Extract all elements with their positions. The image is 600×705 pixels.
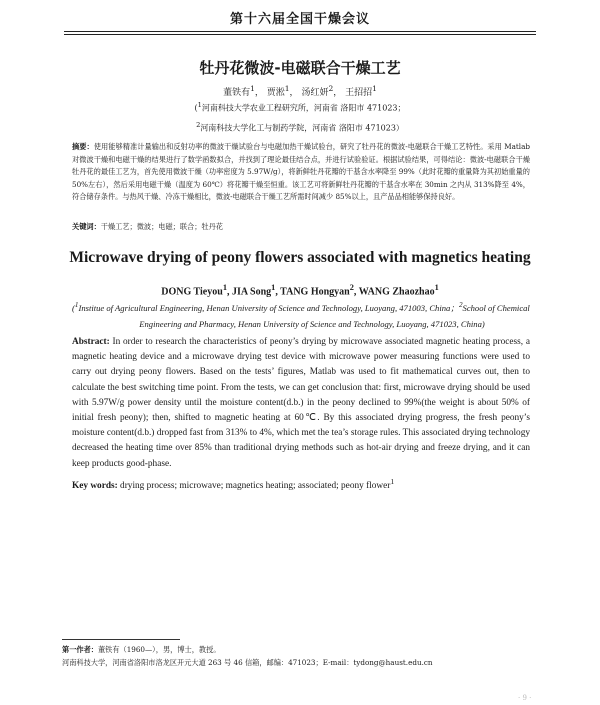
author-name: 贾淞 xyxy=(266,88,285,98)
english-affiliation-1 xyxy=(72,301,532,314)
aff-sup: 1 xyxy=(74,301,79,309)
aff-text: Institue of Agricultural Engineering, Henan University of Science and Technology, Luoyang, 471003, China； xyxy=(78,302,459,313)
author-sup: 2 xyxy=(328,84,334,93)
keywords-label: 关键词： xyxy=(72,222,101,231)
author-separator: , xyxy=(226,286,232,298)
author-name: TANG Hongyan xyxy=(280,286,350,298)
author-name: 王招招 xyxy=(345,88,373,98)
footnote-text: 董铁有（1960—），男，博士，教授。 xyxy=(97,645,221,654)
aff-sup: 2 xyxy=(196,121,201,129)
aff-paren: ( xyxy=(72,302,75,313)
author-separator: ， xyxy=(333,88,343,98)
chinese-authors xyxy=(0,84,600,98)
aff-paren: ( xyxy=(194,103,198,113)
chinese-keywords xyxy=(72,222,530,232)
english-abstract xyxy=(72,335,530,472)
footnote-label: 第一作者： xyxy=(62,645,98,654)
aff-text: School of Chemical xyxy=(462,302,530,313)
abstract-label: 摘要： xyxy=(72,142,94,151)
aff-sup: 2 xyxy=(458,301,463,309)
page-number: · 9 · xyxy=(518,694,532,702)
keywords-text: drying process; microwave; magnetics heating; associated; peony flower xyxy=(120,481,391,492)
author-separator: , xyxy=(353,286,359,298)
abstract-text: In order to research the characteristics of peony’s drying by microwave associated magnetic heating process, a magnetic heating device and a microwave drying test device with microwave power measuring functions were used to carry out drying peony flowers. Based on the tests’ figures, Matlab was used to fit mathematical curves out, then to calculate the best switching time point. From the tests, we can get conclusion that: first, microwave drying should be used with 5.97W/g power density until the moisture content(d.b.) in the peony declined to 99%(the weight is about 50% of initial fresh peony); then, shifted to magnetic heating at 60℃. By this associated drying progress, the fresh peony’s moisture content(d.b.) dropped fast from 313% to 4%, which met the tea’s storage rules. This associated drying technology decreased the heating time over 85% than traditional drying methods such as hot-air drying and freeze drying, and it can keep products good-phase. xyxy=(72,337,530,469)
footnote-author xyxy=(62,645,532,655)
author-name: JIA Song xyxy=(231,286,272,298)
header-rule-bottom xyxy=(64,34,536,35)
author-name: 董铁有 xyxy=(223,88,251,98)
author-sup: 1 xyxy=(222,283,227,292)
author-sup: 1 xyxy=(434,283,439,292)
author-sup: 1 xyxy=(372,84,377,93)
author-sup: 1 xyxy=(284,84,290,93)
author-name: WANG Zhaozhao xyxy=(358,286,435,298)
chinese-title: 牡丹花微波-电磁联合干燥工艺 xyxy=(199,59,401,77)
keywords-text: 干燥工艺；微波；电磁；联合；牡丹花 xyxy=(100,222,223,231)
running-header: 第十六届全国干燥会议 xyxy=(229,12,370,27)
keywords-label: Key words: xyxy=(72,481,118,492)
english-keywords xyxy=(72,477,530,491)
footnote-rule xyxy=(62,639,180,640)
author-separator: ， xyxy=(289,88,299,98)
english-affiliation-2: Engineering and Pharmacy, Henan University of Science and Technology, Luoyang, 471023, China) xyxy=(139,319,485,329)
author-separator: ， xyxy=(254,88,264,98)
aff-sup: 1 xyxy=(197,101,202,109)
author-name: 汤红妍 xyxy=(301,88,329,98)
author-sup: 1 xyxy=(271,283,276,292)
chinese-affiliation-2 xyxy=(0,121,600,134)
aff-text: 河南科技大学农业工程研究所，河南省 洛阳市 471023； xyxy=(201,103,406,113)
chinese-abstract xyxy=(72,141,530,204)
english-authors xyxy=(0,283,600,297)
chinese-affiliation-1 xyxy=(0,101,600,114)
abstract-text: 使用能够精准计量输出和反射功率的微波干燥试验台与电磁加热干燥试验台，研究了牡丹花的微波-电磁联合干燥工艺特性。采用 Matlab 对微波干燥和电磁干燥的结果进行了数学函数拟合，并找到了理论最佳结合点，并进行试验验证。根据试验结果，可得结论：微波-电磁联合干燥牡丹花的最佳工艺为，首先使用微波干燥（功率密度为 5.97W/g），将新鲜牡丹花瓣的干基含水率降至 99%（此时花瓣的重量降为其初始重量的 50%左右），然后采用电磁干燥（温度为 60℃）将花瓣干燥至恒重。该工艺可将新鲜牡丹花瓣的干基含水率在 30min 之内从 313%降至 4%，符合储存条件。与热风干燥、冷冻干燥相比，微波-电磁联合干燥工艺所需时间减少 85%以上，且产品品相能够保持良好。 xyxy=(72,142,530,202)
english-title: Microwave drying of peony flowers associated with magnetics heating xyxy=(69,249,531,266)
author-name: DONG Tieyou xyxy=(161,286,223,298)
author-sup: 1 xyxy=(250,84,255,93)
aff-text: 河南科技大学化工与制药学院，河南省 洛阳市 471023） xyxy=(200,123,404,133)
author-separator: , xyxy=(275,286,281,298)
abstract-label: Abstract: xyxy=(72,337,110,347)
footnote-address: 河南科技大学，河南省洛阳市洛龙区开元大道 263 号 46 信箱，邮编：471023；E-mail：tydong@haust.edu.cn xyxy=(62,658,433,667)
author-sup: 2 xyxy=(349,283,354,292)
header-rule-top xyxy=(64,31,536,32)
keywords-sup: 1 xyxy=(390,477,395,486)
